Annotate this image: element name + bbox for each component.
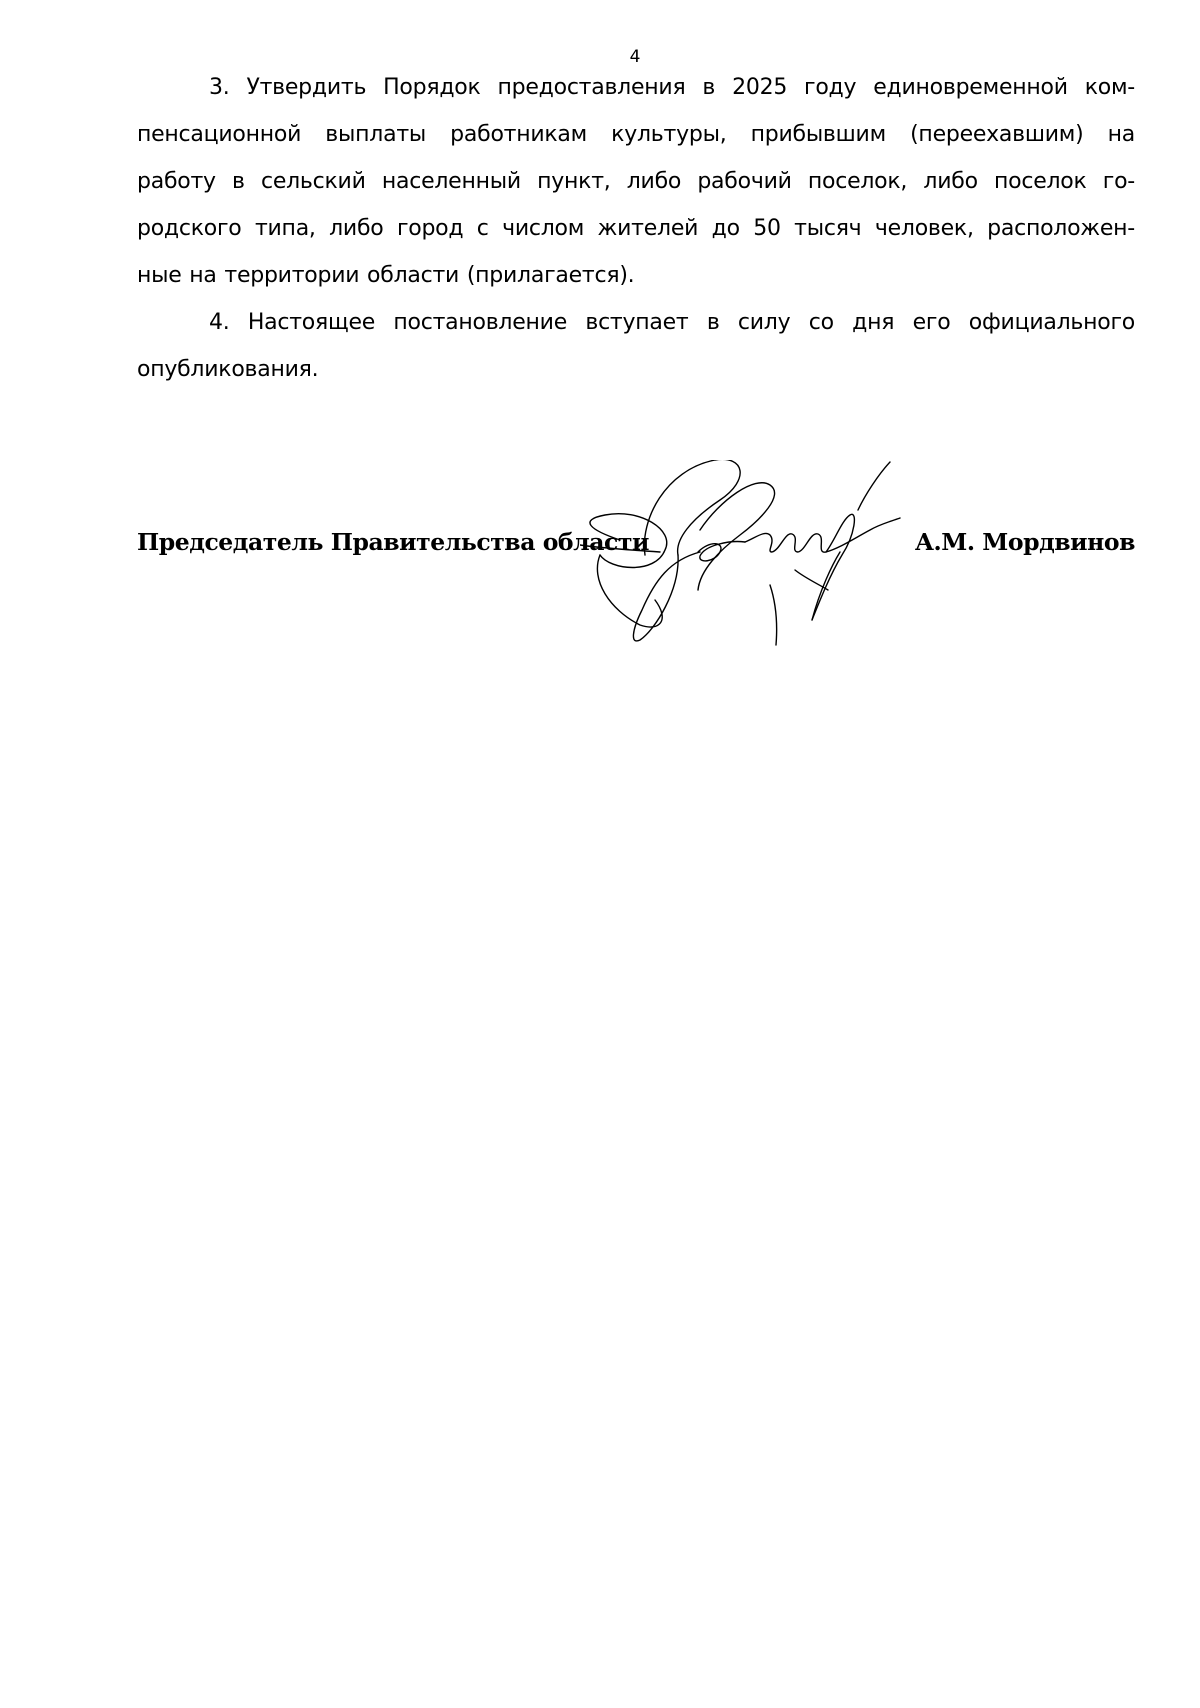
paragraph-3-line-3: работу в сельский населенный пункт, либо рабочий поселок, либо поселок го- (137, 169, 1135, 194)
signatory-name: А.М. Мордвинов (914, 528, 1135, 556)
paragraph-3-line-2: пенсационной выплаты работникам культуры, прибывшим (переехавшим) на (137, 122, 1135, 147)
page-number: 4 (629, 47, 641, 67)
paragraph-4-line-1: 4. Настоящее постановление вступает в силу со дня его официального (209, 310, 1135, 335)
document-body (137, 64, 1135, 393)
paragraph-3-line-1: 3. Утвердить Порядок предоставления в 2025 году единовременной ком- (209, 75, 1135, 100)
paragraph-4-line-2: опубликования. (137, 357, 319, 382)
paragraph-3-line-4: родского типа, либо город с числом жителей до 50 тысяч человек, расположен- (137, 216, 1135, 241)
handwritten-signature (580, 460, 950, 660)
paragraph-3-line-5: ные на территории области (прилагается). (137, 263, 635, 288)
signatory-position: Председатель Правительства области (137, 528, 649, 556)
